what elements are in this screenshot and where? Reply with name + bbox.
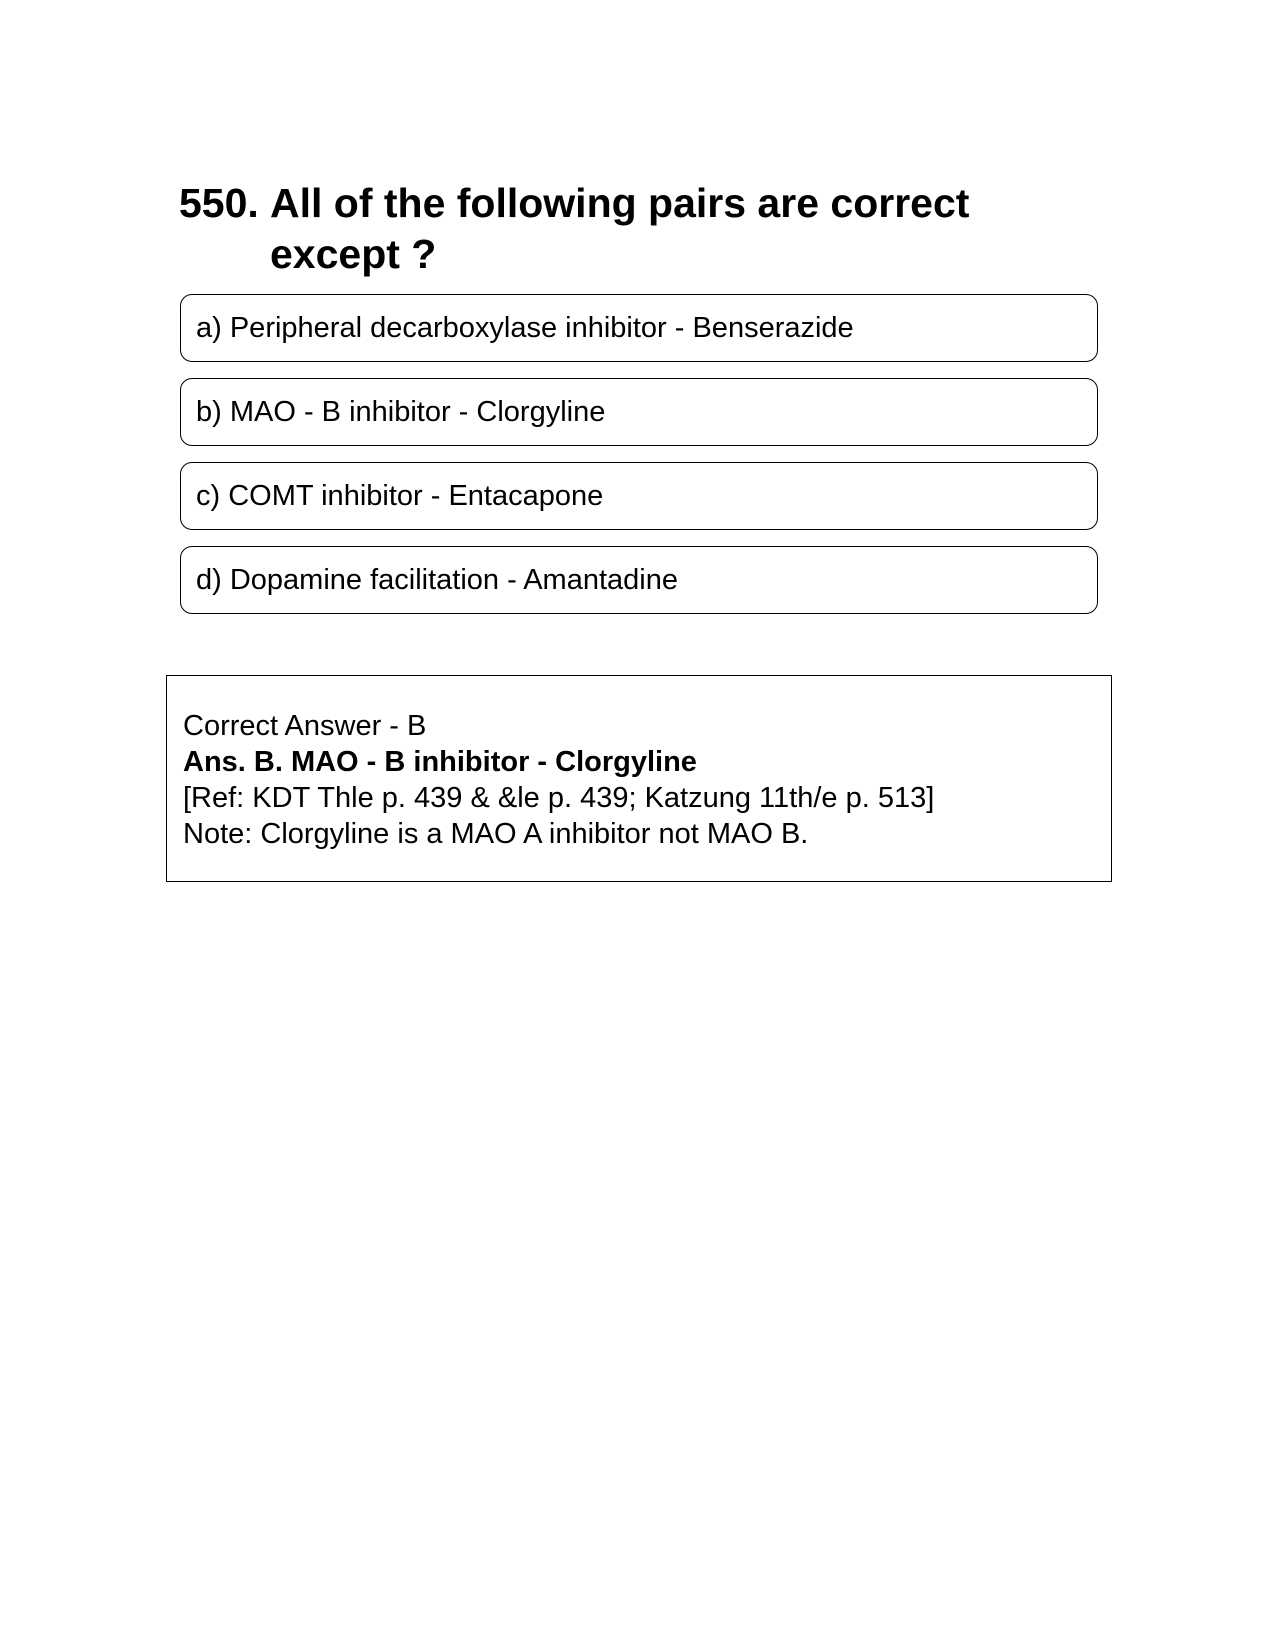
options-list [180, 294, 1098, 630]
answer-reference: [Ref: KDT Thle p. 439 & &le p. 439; Katzung 11th/e p. 513] [183, 782, 935, 814]
question-text: All of the following pairs are correct except ? [270, 180, 970, 277]
answer-explanation-box [166, 675, 1112, 882]
answer-note: Note: Clorgyline is a MAO A inhibitor not MAO B. [183, 818, 809, 850]
answer-headline: Ans. B. MAO - B inhibitor - Clorgyline [183, 746, 697, 778]
question-heading [179, 178, 1079, 280]
option-d[interactable]: d) Dopamine facilitation - Amantadine [180, 546, 1098, 614]
option-c[interactable]: c) COMT inhibitor - Entacapone [180, 462, 1098, 530]
option-b[interactable]: b) MAO - B inhibitor - Clorgyline [180, 378, 1098, 446]
option-a[interactable]: a) Peripheral decarboxylase inhibitor - Benserazide [180, 294, 1098, 362]
correct-answer-text: Correct Answer - B [183, 710, 427, 742]
question-number: 550. [179, 180, 259, 226]
